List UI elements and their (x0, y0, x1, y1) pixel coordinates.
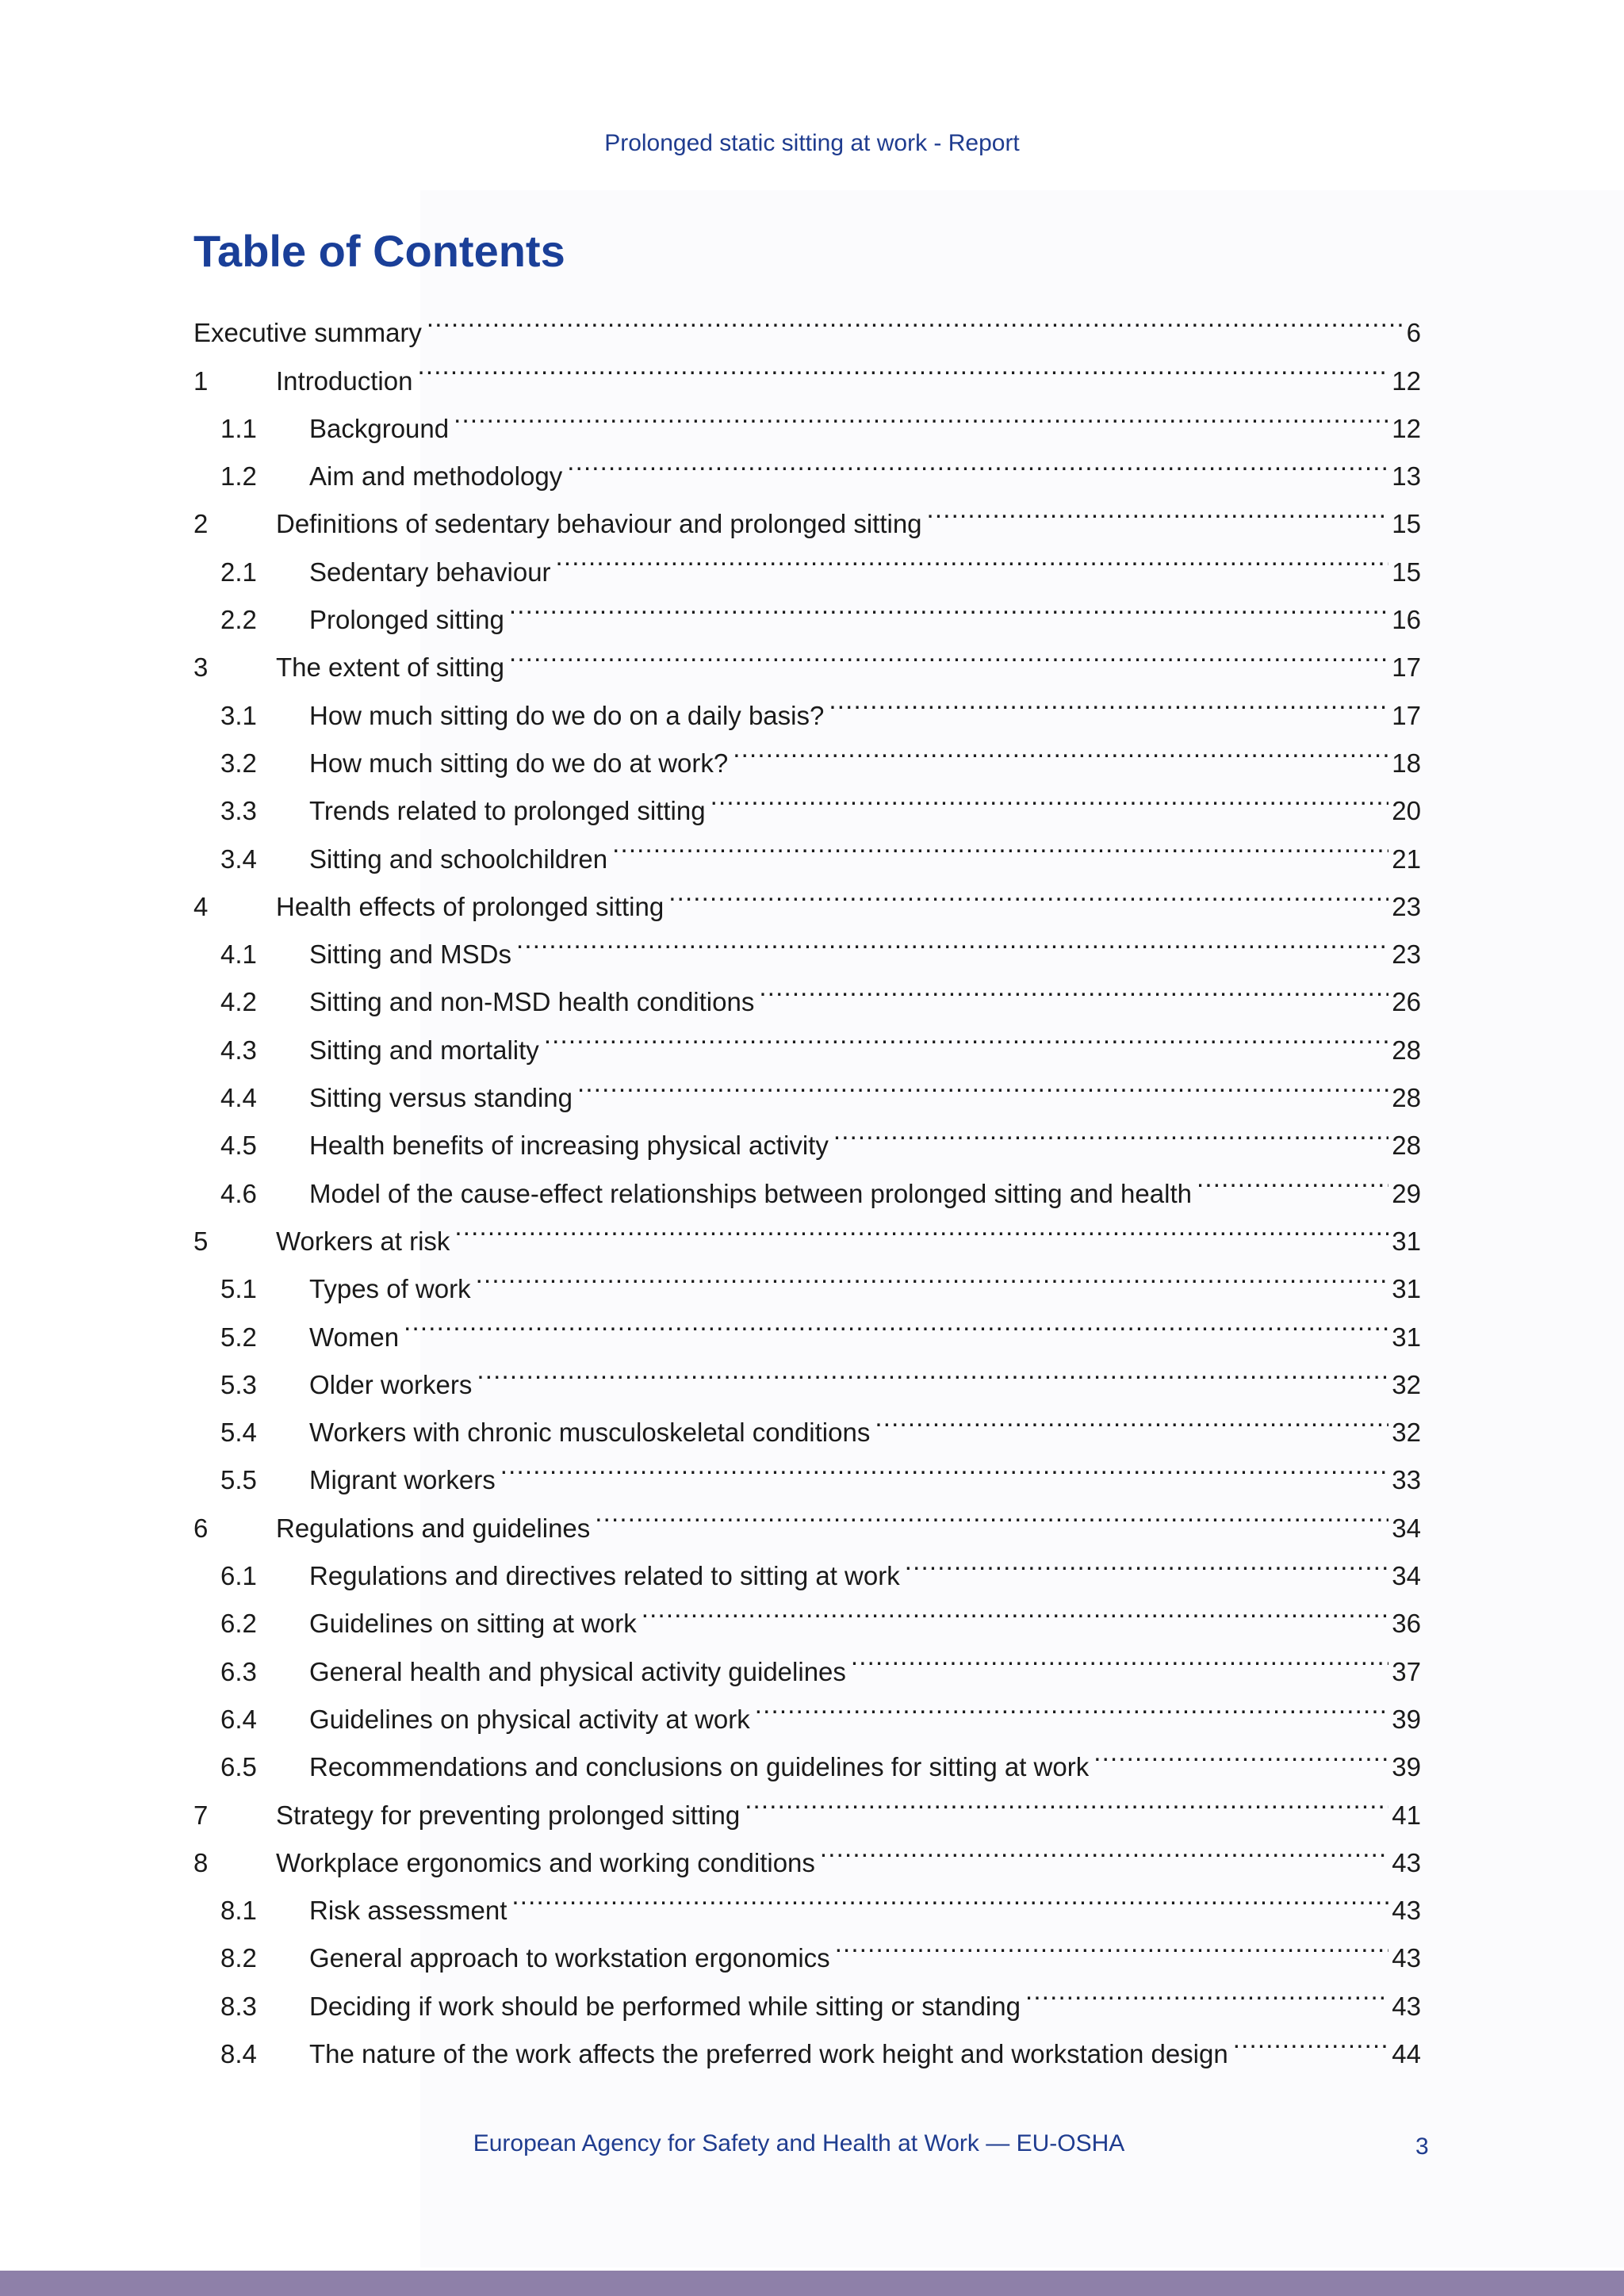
toc-entry-page: 17 (1392, 652, 1421, 683)
toc-dot-leader (476, 1250, 1389, 1298)
toc-dot-leader (759, 963, 1388, 1011)
toc-entry-page: 28 (1392, 1083, 1421, 1113)
toc-dot-leader (710, 772, 1389, 820)
toc-dot-leader (454, 390, 1388, 438)
toc-dot-leader (642, 1585, 1389, 1632)
toc-entry-title: Sedentary behaviour (309, 557, 551, 587)
toc-dot-leader (509, 629, 1388, 676)
toc-entry-number: 8.3 (220, 1991, 257, 2021)
toc-entry-title: Trends related to prolonged sitting (309, 796, 706, 826)
toc-dot-leader (745, 1776, 1388, 1823)
toc-entry-number: 5.5 (220, 1465, 257, 1495)
toc-dot-leader (1025, 1967, 1388, 2015)
toc-entry-page: 41 (1392, 1800, 1421, 1830)
toc-entry-title: Recommendations and conclusions on guidelines for sitting at work (309, 1752, 1090, 1782)
toc-entry-title: Strategy for preventing prolonged sitting (276, 1800, 741, 1830)
toc-entry-page: 33 (1392, 1465, 1421, 1495)
toc-entry-title: Older workers (309, 1369, 473, 1399)
toc-entry-page: 15 (1392, 557, 1421, 587)
toc-entry-title: Sitting versus standing (309, 1083, 573, 1113)
toc-dot-leader (829, 676, 1388, 724)
toc-entry-page: 16 (1392, 605, 1421, 635)
page-number: 3 (1415, 2133, 1429, 2160)
toc-dot-leader (851, 1632, 1388, 1680)
toc-dot-leader (820, 1824, 1388, 1872)
toc-entry-title: The nature of the work affects the preferred work height and workstation design (309, 2038, 1228, 2068)
toc-entry-title: Aim and methodology (309, 461, 563, 492)
toc-entry-number: 3.1 (220, 700, 257, 730)
toc-entry-page: 12 (1392, 413, 1421, 443)
toc-dot-leader (427, 294, 1404, 342)
toc-entry-number: 6.1 (220, 1561, 257, 1591)
toc-entry-title: Definitions of sedentary behaviour and prolonged sitting (276, 509, 922, 539)
toc-dot-leader (1233, 2015, 1389, 2063)
toc-entry-page: 23 (1392, 891, 1421, 921)
toc-entry-number: 5 (193, 1226, 209, 1256)
toc-dot-leader (835, 1919, 1389, 1967)
toc-entry-title: Workers at risk (276, 1226, 450, 1256)
toc-entry-title: General approach to workstation ergonomics (309, 1943, 830, 1973)
running-header: Prolonged static sitting at work - Report (604, 130, 1020, 156)
toc-entry-number: 8.4 (220, 2038, 257, 2068)
toc-entry-title: General health and physical activity guidelines (309, 1656, 846, 1686)
toc-entry-page: 44 (1392, 2038, 1421, 2068)
toc-entry-title: Executive summary (193, 318, 422, 348)
toc-entry-number: 3 (193, 652, 209, 683)
toc-entry-number: 4.6 (220, 1178, 257, 1208)
toc-entry-page: 31 (1392, 1226, 1421, 1256)
toc-entry-title: Types of work (309, 1274, 471, 1304)
toc-dot-leader (595, 1489, 1388, 1536)
toc-entry-title: Guidelines on sitting at work (309, 1609, 637, 1639)
toc-entry-title: Health benefits of increasing physical activity (309, 1131, 829, 1161)
toc-entry-page: 32 (1392, 1418, 1421, 1448)
toc-entry-page: 31 (1392, 1274, 1421, 1304)
toc-entry-number: 6.5 (220, 1752, 257, 1782)
toc-entry-number: 6.4 (220, 1704, 257, 1734)
toc-entry-page: 21 (1392, 844, 1421, 874)
toc-entry-page: 37 (1392, 1656, 1421, 1686)
toc-entry-title: Introduction (276, 365, 413, 396)
toc-dot-leader (567, 438, 1388, 485)
toc-dot-leader (1094, 1728, 1388, 1776)
toc-entry-title: The extent of sitting (276, 652, 504, 683)
toc-entry-page: 15 (1392, 509, 1421, 539)
toc-dot-leader (500, 1441, 1389, 1489)
toc-entry-title: Sitting and non-MSD health conditions (309, 987, 755, 1017)
toc-entry-number: 4.1 (220, 939, 257, 970)
toc-entry-number: 2.1 (220, 557, 257, 587)
toc-dot-leader (668, 868, 1388, 916)
toc-entry-title: Background (309, 413, 450, 443)
toc-dot-leader (833, 1107, 1388, 1154)
toc-dot-leader (556, 533, 1389, 580)
toc-entry-title: Sitting and schoolchildren (309, 844, 608, 874)
toc-entry-page: 43 (1392, 1847, 1421, 1877)
toc-dot-leader (509, 581, 1388, 629)
toc-entry-number: 4.5 (220, 1131, 257, 1161)
toc-entry-page: 13 (1392, 461, 1421, 492)
toc-entry-page: 29 (1392, 1178, 1421, 1208)
toc-entry-title: Health effects of prolonged sitting (276, 891, 665, 921)
toc-entry-page: 31 (1392, 1322, 1421, 1352)
toc-entry-number: 6.2 (220, 1609, 257, 1639)
toc-entry-number: 5.4 (220, 1418, 257, 1448)
toc-entry-number: 2 (193, 509, 209, 539)
footer-color-band (0, 2271, 1624, 2296)
toc-dot-leader (875, 1394, 1388, 1441)
toc-entry-page: 12 (1392, 365, 1421, 396)
toc-dot-leader (733, 725, 1388, 772)
toc-entry-title: Deciding if work should be performed while sitting or standing (309, 1991, 1021, 2021)
toc-entry-page: 6 (1406, 318, 1421, 348)
toc-entry-number: 5.1 (220, 1274, 257, 1304)
toc-entry-page: 34 (1392, 1561, 1421, 1591)
toc-entry-title: Regulations and directives related to sitting at work (309, 1561, 900, 1591)
toc-dot-leader (544, 1011, 1388, 1058)
toc-dot-leader (577, 1059, 1388, 1107)
toc-entry-number: 3.2 (220, 748, 257, 778)
toc-entry-page: 34 (1392, 1513, 1421, 1543)
toc-entry-number: 2.2 (220, 605, 257, 635)
toc-dot-leader (1197, 1154, 1388, 1202)
toc-entry-title: Sitting and MSDs (309, 939, 511, 970)
toc-entry-number: 8.2 (220, 1943, 257, 1973)
toc-dot-leader (417, 342, 1388, 389)
toc-entry-title: Guidelines on physical activity at work (309, 1704, 750, 1734)
toc-entry-number: 6 (193, 1513, 209, 1543)
toc-entry-number: 4.4 (220, 1083, 257, 1113)
toc-dot-leader (454, 1203, 1388, 1250)
toc-entry-page: 28 (1392, 1131, 1421, 1161)
toc-entry-title: Risk assessment (309, 1896, 508, 1926)
toc-dot-leader (905, 1537, 1389, 1585)
toc-entry-title: Women (309, 1322, 400, 1352)
toc-entry-title: Workers with chronic musculoskeletal conditions (309, 1418, 871, 1448)
toc-entry-page: 32 (1392, 1369, 1421, 1399)
toc-entry-title: How much sitting do we do at work? (309, 748, 729, 778)
toc-entry-number: 3.4 (220, 844, 257, 874)
footer-agency-name: European Agency for Safety and Health at Work — EU-OSHA (473, 2130, 1125, 2156)
toc-entry-page: 17 (1392, 700, 1421, 730)
toc-entry-page: 23 (1392, 939, 1421, 970)
toc-dot-leader (755, 1681, 1389, 1728)
toc-entry-number: 1.2 (220, 461, 257, 492)
toc-entry-page: 20 (1392, 796, 1421, 826)
toc-entry-title: How much sitting do we do on a daily basis? (309, 700, 825, 730)
toc-entry-number: 4.2 (220, 987, 257, 1017)
toc-dot-leader (477, 1346, 1388, 1394)
toc-entry-number: 8 (193, 1847, 209, 1877)
toc-entry-page: 39 (1392, 1704, 1421, 1734)
toc-entry-number: 4 (193, 891, 209, 921)
toc-entry-page: 39 (1392, 1752, 1421, 1782)
toc-dot-leader (404, 1298, 1388, 1345)
toc-dot-leader (612, 820, 1388, 867)
toc-entry-title: Prolonged sitting (309, 605, 504, 635)
toc-entry-title: Model of the cause-effect relationships between prolonged sitting and health (309, 1178, 1192, 1208)
toc-entry-number: 6.3 (220, 1656, 257, 1686)
toc-entry-page: 18 (1392, 748, 1421, 778)
toc-entry-title: Sitting and mortality (309, 1035, 539, 1065)
toc-entry-number: 5.2 (220, 1322, 257, 1352)
toc-entry-title: Migrant workers (309, 1465, 496, 1495)
toc-entry[interactable] (193, 294, 1421, 348)
toc-dot-leader (927, 485, 1389, 533)
toc-dot-leader (511, 1872, 1388, 1919)
toc-dot-leader (516, 916, 1388, 963)
toc-entry-number: 7 (193, 1800, 209, 1830)
toc-entry-number: 1 (193, 365, 209, 396)
toc-entry-number: 3.3 (220, 796, 257, 826)
toc-entry-page: 43 (1392, 1943, 1421, 1973)
toc-entry-number: 1.1 (220, 413, 257, 443)
toc-entry-page: 43 (1392, 1991, 1421, 2021)
toc-entry-title: Regulations and guidelines (276, 1513, 591, 1543)
toc-entry-number: 4.3 (220, 1035, 257, 1065)
toc-entry-page: 26 (1392, 987, 1421, 1017)
toc-entry-page: 28 (1392, 1035, 1421, 1065)
table-of-contents (193, 294, 1421, 2068)
toc-entry-number: 5.3 (220, 1369, 257, 1399)
toc-entry-page: 43 (1392, 1896, 1421, 1926)
toc-entry-page: 36 (1392, 1609, 1421, 1639)
toc-entry-number: 8.1 (220, 1896, 257, 1926)
toc-entry-title: Workplace ergonomics and working conditions (276, 1847, 815, 1877)
page-title: Table of Contents (193, 226, 565, 276)
